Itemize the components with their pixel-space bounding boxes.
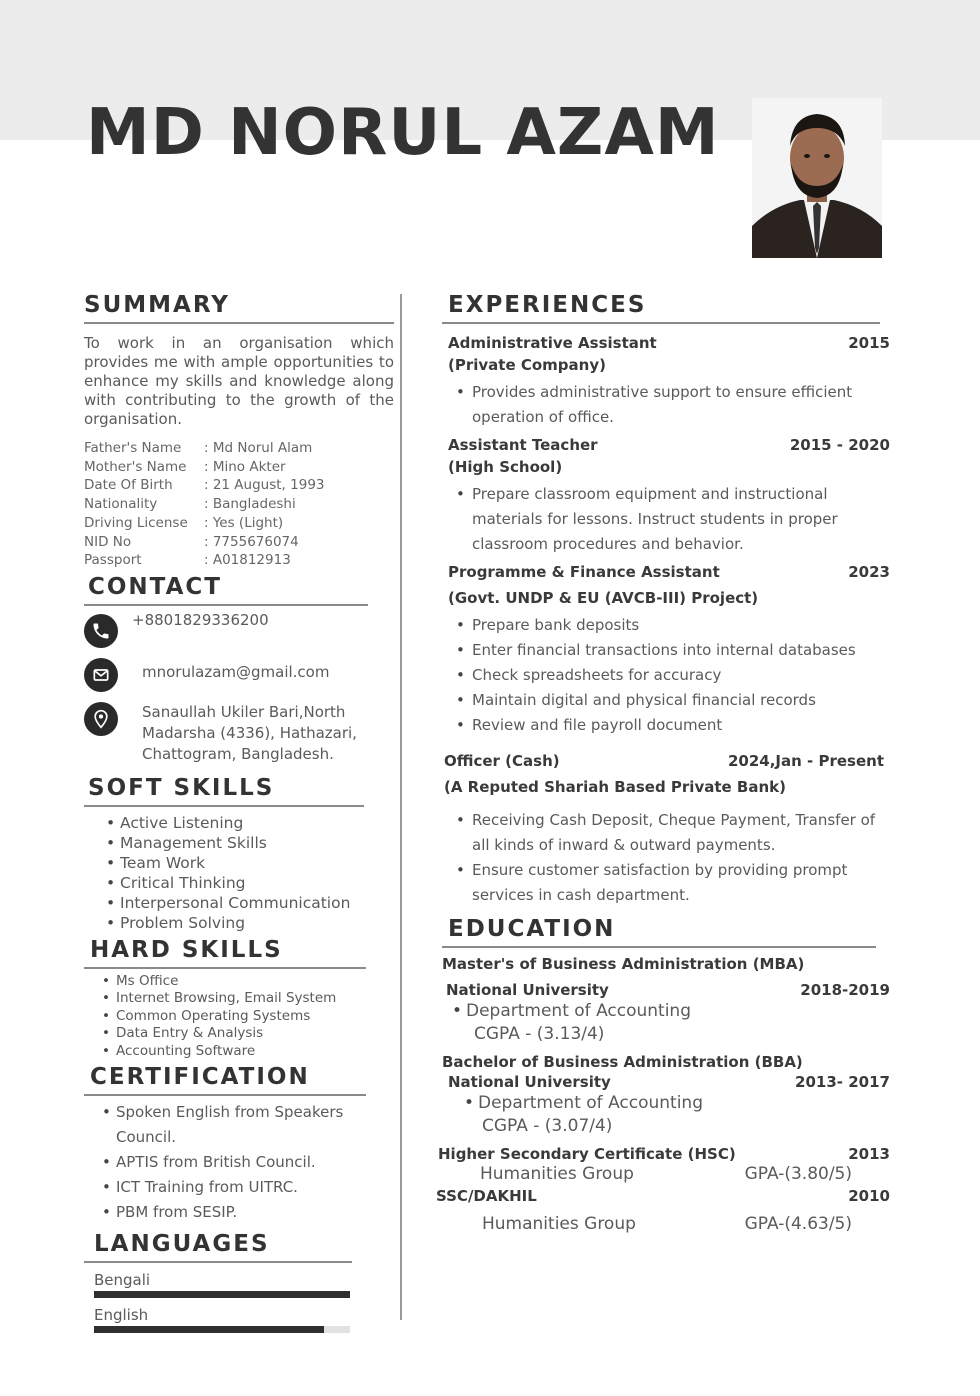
job-period: 2015 [848,334,890,352]
edu-row [438,1144,890,1164]
list-item: • Receiving Cash Deposit, Cheque Payment, Transfer of all kinds of inward & outward payments. [454,808,890,858]
info-row [84,439,394,458]
right-column [436,292,890,1234]
edu-years: 2010 [848,1187,890,1205]
list-item: • Enter financial transactions into internal databases [454,638,890,663]
phone-number: +8801829336200 [132,610,269,629]
list-item: • Maintain digital and physical financial records [454,688,890,713]
language-name: Bengali [94,1271,151,1290]
experiences-title: EXPERIENCES [442,292,880,324]
edu-row [442,980,890,1000]
job-points [454,482,890,557]
soft-skills-list [104,813,394,933]
job-header [444,750,890,772]
info-row [84,551,394,570]
info-row [84,495,394,514]
language-level-bar [94,1291,350,1298]
list-item: • Internet Browsing, Email System [100,990,394,1008]
hard-skills-title: HARD SKILLS [84,937,366,969]
info-row [84,533,394,552]
job-entry [442,561,890,738]
list-item: • Management Skills [104,833,394,853]
edu-group: Humanities Group [480,1164,634,1184]
list-item: • Active Listening [104,813,394,833]
edu-degree: Master's of Business Administration (MBA) [442,955,805,973]
list-item: • Review and file payroll document [454,713,890,738]
list-item: • Spoken English from Speakers Council. [100,1100,394,1150]
job-header [448,434,890,456]
profile-photo [752,98,882,258]
job-org: (Govt. UNDP & EU (AVCB-III) Project) [448,589,759,607]
person-name: MD NORUL AZAM [86,96,720,170]
edu-years: 2018-2019 [800,981,890,999]
contact-address [84,702,394,765]
languages-title: LANGUAGES [84,1231,352,1263]
certification-list [100,1100,394,1225]
list-item: • Prepare bank deposits [454,613,890,638]
info-key: Mother's Name [84,458,187,475]
job-header [448,332,890,354]
job-entry [442,434,890,557]
list-item: • APTIS from British Council. [100,1150,394,1175]
info-key: NID No [84,533,132,550]
edu-row [442,1072,890,1092]
address-text: Sanaullah Ukiler Bari,North Madarsha (4336), Hathazari, Chattogram, Bangladesh. [142,702,357,763]
mail-icon [84,658,118,692]
job-role: Officer (Cash) [444,752,560,770]
list-item: • Critical Thinking [104,873,394,893]
list-item: • Provides administrative support to ensure efficient operation of office. [454,380,890,430]
hard-skills-list [100,973,394,1061]
education-title: EDUCATION [442,916,876,948]
list-item: • Interpersonal Communication [104,893,394,913]
job-org: (Private Company) [448,356,606,374]
list-item: • ICT Training from UITRC. [100,1175,394,1200]
certification-title: CERTIFICATION [84,1064,366,1096]
list-item: • Team Work [104,853,394,873]
location-icon [84,702,118,736]
edu-cgpa: CGPA - (3.07/4) [482,1116,613,1136]
edu-institution: National University [448,1073,611,1091]
portrait-image [752,98,882,258]
summary-title: SUMMARY [84,292,394,324]
edu-gpa: GPA-(3.80/5) [744,1164,852,1184]
info-key: Passport [84,552,142,569]
info-key: Nationality [84,496,158,513]
list-item: • Accounting Software [100,1043,394,1061]
job-points [454,613,890,738]
languages-list [84,1271,394,1333]
list-item: • Common Operating Systems [100,1008,394,1026]
language-level-bar [94,1326,350,1333]
info-value: : 7755676074 [204,533,299,550]
language-level-fill [94,1326,324,1333]
edu-degree: SSC/DAKHIL [436,1187,537,1205]
job-points [454,380,890,430]
job-role: Assistant Teacher [448,436,598,454]
info-value: : Bangladeshi [204,496,296,513]
job-role: Administrative Assistant [448,334,657,352]
list-item: • Data Entry & Analysis [100,1025,394,1043]
edu-row [442,1214,890,1234]
info-row [84,458,394,477]
list-item: • Ensure customer satisfaction by providing prompt services in cash department. [454,858,890,908]
edu-years: 2013- 2017 [795,1073,890,1091]
job-points [454,808,890,908]
job-entry [442,750,890,908]
job-period: 2015 - 2020 [789,436,890,454]
personal-info [84,439,394,570]
info-row [84,514,394,533]
edu-institution: National University [446,981,609,999]
edu-years: 2013 [848,1145,890,1163]
left-column [84,292,394,1333]
info-value: : Mino Akter [204,458,286,475]
info-value: : Yes (Light) [204,514,284,531]
job-period: 2024,Jan - Present [727,752,884,770]
list-item: • Problem Solving [104,913,394,933]
education-list [436,954,890,1234]
list-item: • Prepare classroom equipment and instructional materials for lessons. Instruct students in proper classroom procedures and behavior. [454,482,890,557]
contact-title: CONTACT [84,574,368,606]
info-key: Driving License [84,514,188,531]
job-header [448,561,890,583]
edu-points [450,1000,890,1023]
list-item: • PBM from SESIP. [100,1200,394,1225]
list-item: • Department of Accounting [462,1092,890,1115]
email-address: mnorulazam@gmail.com [142,662,330,681]
language-level-fill [94,1291,350,1298]
column-divider [400,294,402,1320]
job-role: Programme & Finance Assistant [448,563,720,581]
job-period: 2023 [848,563,890,581]
info-key: Father's Name [84,440,182,456]
edu-row [442,1164,890,1184]
list-item: • Ms Office [100,973,394,991]
info-key: Date Of Birth [84,477,173,494]
info-value: : A01812913 [204,552,291,569]
edu-cgpa: CGPA - (3.13/4) [474,1024,605,1044]
info-row [84,476,394,495]
contact-email [84,658,394,692]
soft-skills-title: SOFT SKILLS [84,775,364,807]
list-item: • Check spreadsheets for accuracy [454,663,890,688]
edu-degree: Higher Secondary Certificate (HSC) [438,1145,736,1163]
edu-row [436,1186,890,1206]
info-value: : Md Norul Alam [204,440,313,456]
phone-icon [84,614,118,648]
edu-gpa: GPA-(4.63/5) [744,1214,852,1234]
job-entry [442,332,890,430]
edu-degree: Bachelor of Business Administration (BBA) [442,1053,803,1071]
list-item: • Department of Accounting [450,1000,890,1023]
job-org: (A Reputed Shariah Based Private Bank) [444,778,786,796]
language-name: English [94,1306,149,1325]
contact-phone [84,610,394,648]
summary-text: To work in an organisation which provides me with ample opportunities to enhance my skills and knowledge along with contributing to the growth of the organisation. [84,334,394,428]
job-org: (High School) [448,458,563,476]
edu-group: Humanities Group [482,1214,636,1234]
edu-points [462,1092,890,1115]
info-value: : 21 August, 1993 [204,477,325,494]
